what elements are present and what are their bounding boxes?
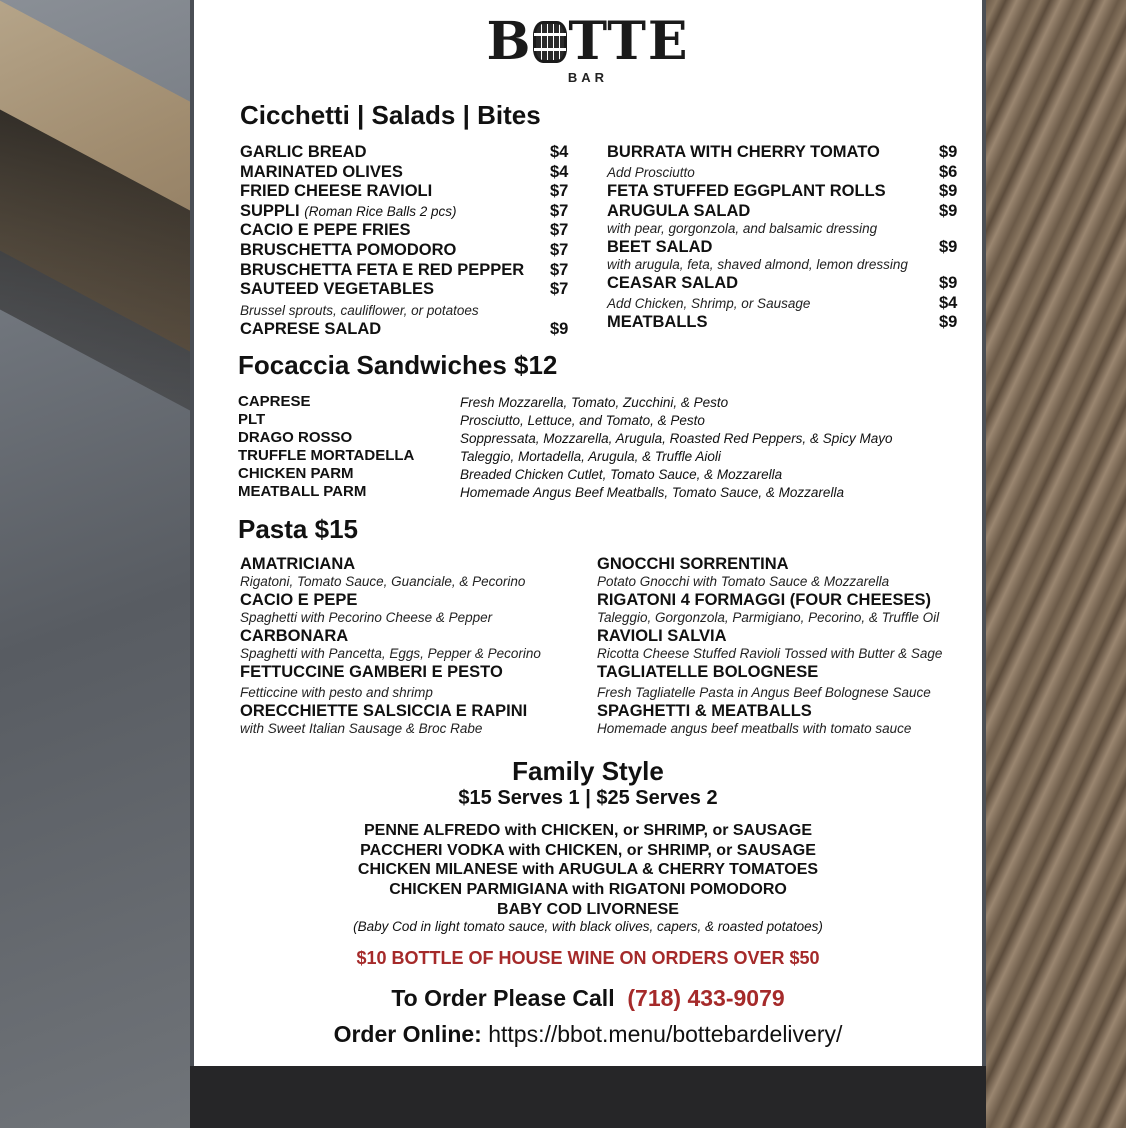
- order-phone-link[interactable]: (718) 433-9079: [627, 985, 785, 1011]
- order-online-link[interactable]: https://bbot.menu/bottebardelivery/: [488, 1021, 843, 1047]
- family-style-item: PACCHERI VODKA with CHICKEN, or SHRIMP, or SAUSAGE: [360, 842, 816, 859]
- section-title-pasta: Pasta $15: [238, 514, 358, 544]
- pasta-name: AMATRICIANA: [240, 555, 356, 573]
- pasta-description: Taleggio, Gorgonzola, Parmigiano, Pecorino, & Truffle Oil: [597, 610, 940, 625]
- sandwich-description: Fresh Mozzarella, Tomato, Zucchini, & Pesto: [460, 395, 729, 410]
- barrel-icon: [533, 21, 567, 63]
- pasta-name: ORECCHIETTE SALSICCIA E RAPINI: [240, 702, 528, 720]
- menu-item-price: $9: [939, 238, 958, 256]
- sandwich-name: CAPRESE: [238, 393, 311, 410]
- sandwich-description: Taleggio, Mortadella, Arugula, & Truffle Aioli: [460, 449, 721, 464]
- menu-item: CACIO E PEPE FRIES: [240, 221, 411, 239]
- menu-item-price: $9: [939, 182, 958, 200]
- sandwich-description: Homemade Angus Beef Meatballs, Tomato Sauce, & Mozzarella: [460, 485, 844, 500]
- sandwich-name: TRUFFLE MORTADELLA: [238, 447, 415, 464]
- order-online-line: [194, 1021, 982, 1048]
- menu-item-price: $7: [550, 280, 569, 298]
- pasta-description: with Sweet Italian Sausage & Broc Rabe: [240, 721, 483, 736]
- sandwich-description: Prosciutto, Lettuce, and Tomato, & Pesto: [460, 413, 705, 428]
- brand-subtitle: BAR: [567, 70, 609, 85]
- section-title-cicchetti: Cicchetti | Salads | Bites: [240, 100, 541, 130]
- menu-item: CEASAR SALAD: [607, 274, 739, 292]
- menu-item-price: $9: [939, 313, 958, 331]
- menu-item-price: $4: [939, 294, 958, 312]
- sandwich-name: PLT: [238, 411, 266, 428]
- menu-item-note: (Roman Rice Balls 2 pcs): [304, 204, 457, 219]
- sandwich-name: MEATBALL PARM: [238, 483, 367, 500]
- pasta-description: Fresh Tagliatelle Pasta in Angus Beef Bolognese Sauce: [597, 685, 931, 700]
- menu-item: FRIED CHEESE RAVIOLI: [240, 182, 433, 200]
- order-online-label: Order Online:: [333, 1021, 482, 1047]
- brand-wordmark: B TTE: [486, 11, 690, 72]
- pasta-name: CACIO E PEPE: [240, 591, 358, 609]
- family-style-item: CHICKEN MILANESE with ARUGULA & CHERRY TOMATOES: [357, 861, 819, 878]
- menu-item-price: $7: [550, 261, 569, 279]
- menu-item: BEET SALAD: [607, 238, 713, 256]
- sandwich-name: DRAGO ROSSO: [238, 429, 353, 446]
- wine-promo: $10 BOTTLE OF HOUSE WINE ON ORDERS OVER $50: [356, 948, 820, 968]
- family-style-pricing: $15 Serves 1 | $25 Serves 2: [458, 787, 718, 809]
- menu-item: FETA STUFFED EGGPLANT ROLLS: [607, 182, 886, 200]
- menu-item-price: $4: [550, 163, 569, 181]
- pasta-name: SPAGHETTI & MEATBALLS: [597, 702, 812, 720]
- pasta-name: FETTUCCINE GAMBERI E PESTO: [240, 663, 503, 681]
- pasta-name: RAVIOLI SALVIA: [597, 627, 727, 645]
- menu-item-price: $9: [939, 143, 958, 161]
- family-style-item: PENNE ALFREDO with CHICKEN, or SHRIMP, or SAUSAGE: [363, 822, 813, 839]
- sandwich-description: Soppressata, Mozzarella, Arugula, Roasted Red Peppers, & Spicy Mayo: [460, 431, 893, 446]
- menu-item-price: $4: [550, 143, 569, 161]
- pasta-description: Ricotta Cheese Stuffed Ravioli Tossed with Butter & Sage: [597, 646, 943, 661]
- menu-item: BRUSCHETTA POMODORO: [240, 241, 457, 259]
- bottom-dark-bar: [190, 1066, 986, 1128]
- pasta-name: CARBONARA: [240, 627, 349, 645]
- pasta-description: Potato Gnocchi with Tomato Sauce & Mozzarella: [597, 574, 890, 589]
- sandwich-name: CHICKEN PARM: [238, 465, 354, 482]
- brand-logo: [194, 11, 982, 85]
- menu-item: SAUTEED VEGETABLES: [240, 280, 435, 298]
- menu-item-description: Brussel sprouts, cauliflower, or potatoes: [240, 303, 479, 318]
- pasta-description: Spaghetti with Pecorino Cheese & Pepper: [240, 610, 493, 625]
- pasta-description: Rigatoni, Tomato Sauce, Guanciale, & Pecorino: [240, 574, 526, 589]
- menu-item-price: $7: [550, 221, 569, 239]
- menu-item: BURRATA WITH CHERRY TOMATO: [607, 143, 880, 161]
- menu-item: MARINATED OLIVES: [240, 163, 403, 181]
- menu-item: SUPPLI (Roman Rice Balls 2 pcs): [240, 202, 457, 220]
- family-style-item: CHICKEN PARMIGIANA with RIGATONI POMODORO: [389, 881, 787, 898]
- section-title-family-style: Family Style: [512, 756, 664, 786]
- menu-item-price: $9: [939, 274, 958, 292]
- family-style-item: BABY COD LIVORNESE: [497, 901, 679, 918]
- background-concrete: [0, 0, 190, 1128]
- menu-item-price: $9: [550, 320, 569, 338]
- sandwich-description: Breaded Chicken Cutlet, Tomato Sauce, & Mozzarella: [460, 467, 783, 482]
- menu-item-price: $7: [550, 182, 569, 200]
- menu-item-price: $7: [550, 241, 569, 259]
- menu-item-price: $6: [939, 163, 958, 181]
- menu-item-description: with pear, gorgonzola, and balsamic dressing: [607, 221, 878, 236]
- menu-item-description: Add Chicken, Shrimp, or Sausage: [607, 296, 811, 311]
- menu-item: BRUSCHETTA FETA E RED PEPPER: [240, 261, 525, 279]
- pasta-description: Homemade angus beef meatballs with tomato sauce: [597, 721, 912, 736]
- background-wood-table: [986, 0, 1126, 1128]
- section-title-focaccia: Focaccia Sandwiches $12: [238, 350, 558, 380]
- menu-item-description: Add Prosciutto: [607, 165, 695, 180]
- menu-item: CAPRESE SALAD: [240, 320, 382, 338]
- pasta-name: RIGATONI 4 FORMAGGI (FOUR CHEESES): [597, 591, 931, 609]
- menu-item-price: $9: [939, 202, 958, 220]
- menu-item: ARUGULA SALAD: [607, 202, 751, 220]
- menu-item: GARLIC BREAD: [240, 143, 367, 161]
- menu-item: MEATBALLS: [607, 313, 708, 331]
- family-style-note: (Baby Cod in light tomato sauce, with black olives, capers, & roasted potatoes): [353, 919, 823, 934]
- pasta-name: GNOCCHI SORRENTINA: [597, 555, 789, 573]
- pasta-description: Spaghetti with Pancetta, Eggs, Pepper & Pecorino: [240, 646, 541, 661]
- order-call-label: To Order Please Call: [391, 985, 615, 1011]
- pasta-description: Fetticcine with pesto and shrimp: [240, 685, 433, 700]
- order-phone-line: [194, 985, 982, 1012]
- pasta-name: TAGLIATELLE BOLOGNESE: [597, 663, 819, 681]
- menu-item-description: with arugula, feta, shaved almond, lemon dressing: [607, 257, 908, 272]
- menu-sheet: [194, 0, 982, 1066]
- menu-item-price: $7: [550, 202, 569, 220]
